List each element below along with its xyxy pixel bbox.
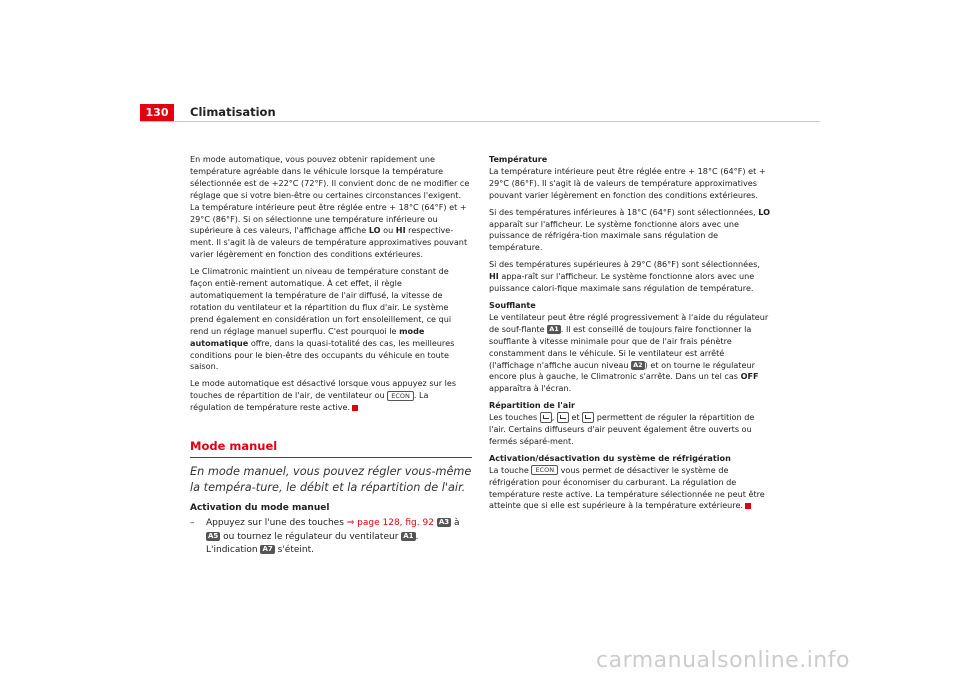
callout-a1: A1 — [549, 324, 559, 333]
step-dash: – — [190, 518, 195, 529]
callout-a7: A7 — [262, 545, 273, 554]
instruction-step — [190, 517, 472, 558]
end-mark-icon — [745, 503, 751, 509]
heading-blower: Soufflante — [489, 299, 536, 310]
paragraph-econ: La touche ECON vous permet de désactiver le système de réfrigération pour économiser du carburant. La régulation de température reste active. La température sélectionnée ne peut être atteinte que si elle est supérieure à la température extérieure. — [489, 464, 765, 511]
right-column — [489, 154, 771, 517]
left-column — [190, 154, 472, 558]
section-title: Mode manuel — [190, 439, 472, 458]
page-title: Climatisation — [190, 105, 276, 119]
subheading-manual-activation: Activation du mode manuel — [190, 503, 330, 514]
paragraph-air-distribution: Les touches , et permettent de réguler la répartition de l'air. Certains diffuseurs d'air peuvent également être ouverts ou fermés séparé-ment. — [489, 412, 755, 446]
paragraph-climatronic: Le Climatronic maintient un niveau de température constant de façon entiè-rement automatique. À cet effet, il règle automatiquement la température de l'air diffusé, la vitesse de rotation du ventilateur et la répartition du flux d'air. Le système prend également en considération un fort ensoleillement, ce qui rend un réglage manuel superflu. C'est pourquoi le mode automatique offre, dans la quasi-totalité des cas, les meilleures conditions pour le bien-être des occupants du véhicule en toute saison. — [190, 266, 455, 372]
air-windshield-icon — [540, 412, 552, 423]
paragraph-blower: Le ventilateur peut être réglé progressivement à l'aide du régulateur de souf-flante A1 . Il est conseillé de toujours faire fonctionner la soufflante à vitesse minimale pour que de l'air frais pénètre constamment dans le véhicule. Si le ventilateur est arrêté (l'affichage n'affiche aucun niveau A2 ) et on tourne le régulateur encore plus à gauche, le Climatronic s'arrête. Dans un tel cas OFF apparaîtra à l'écran. — [489, 311, 769, 394]
air-footwell-icon — [582, 412, 594, 423]
heading-cooling-toggle: Activation/désactivation du système de réfrigération — [489, 452, 731, 463]
air-upper-body-icon — [557, 412, 569, 423]
callout-a1: A1 — [403, 531, 414, 540]
callout-a5: A5 — [208, 531, 219, 540]
header-rule — [140, 121, 820, 122]
callout-a3: A3 — [438, 518, 450, 527]
paragraph-temp-range: La température intérieure peut être réglée entre + 18°C (64°F) et + 29°C (86°F). Il s'agit là de valeurs de température approximatives pouvant varier légèrement en fonction des conditions extérieures. — [489, 165, 766, 200]
heading-air-distribution: Répartition de l'air — [489, 400, 575, 411]
section-intro: En mode manuel, vous pouvez régler vous-même la tempéra-ture, le débit et la répartition de l'air. — [190, 465, 472, 495]
econ-key: ECON — [387, 391, 414, 401]
paragraph-temp-lo: Si des températures inférieures à 18°C (64°F) sont sélectionnées, LO apparaît sur l'afficheur. Le système fonctionne alors avec une puissance de réfrigéra-tion maximale sans régulation de température. — [489, 206, 770, 253]
watermark: carmanualsonline.info — [596, 648, 850, 673]
page-number: 130 — [140, 104, 174, 121]
econ-key: ECON — [531, 465, 558, 475]
callout-a2: A2 — [633, 360, 643, 369]
step-text: Appuyez sur l'une des touches ⇒ page 128, fig. 92 A3 à A5 ou tournez le régulateur du ventilateur A1 . L'indication A7 s'éteint. — [206, 518, 460, 556]
paragraph-temp-hi: Si des températures supérieures à 29°C (86°F) sont sélectionnées, HI appa-raît sur l'afficheur. Le système fonctionne alors avec une puissance calori-fique maximale sans régulation de température. — [489, 259, 760, 294]
heading-temperature: Température — [489, 154, 548, 164]
end-mark-icon — [352, 405, 358, 411]
paragraph-auto-mode: En mode automatique, vous pouvez obtenir rapidement une température agréable dans le véhicule lorsque la température sélectionnée est de +22°C (72°F). Il convient donc de ne modifier ce réglage que si votre bien-être ou certaines circonstances l'exigent. La température intérieure peut être réglée entre + 18°C (64°F) et + 29°C (86°F). Si on sélectionne une température inférieure ou supérieure à ces valeurs, l'affichage affiche LO ou HI respective-ment. Il s'agit là de valeurs de température approximatives pouvant varier légèrement en fonction des conditions extérieures. — [190, 154, 470, 260]
page-link[interactable]: ⇒ page 128, fig. 92 — [346, 518, 434, 529]
paragraph-auto-off: Le mode automatique est désactivé lorsque vous appuyez sur les touches de répartition de l'air, de ventilateur ou ECON . La régulation de température reste active. — [190, 378, 457, 413]
